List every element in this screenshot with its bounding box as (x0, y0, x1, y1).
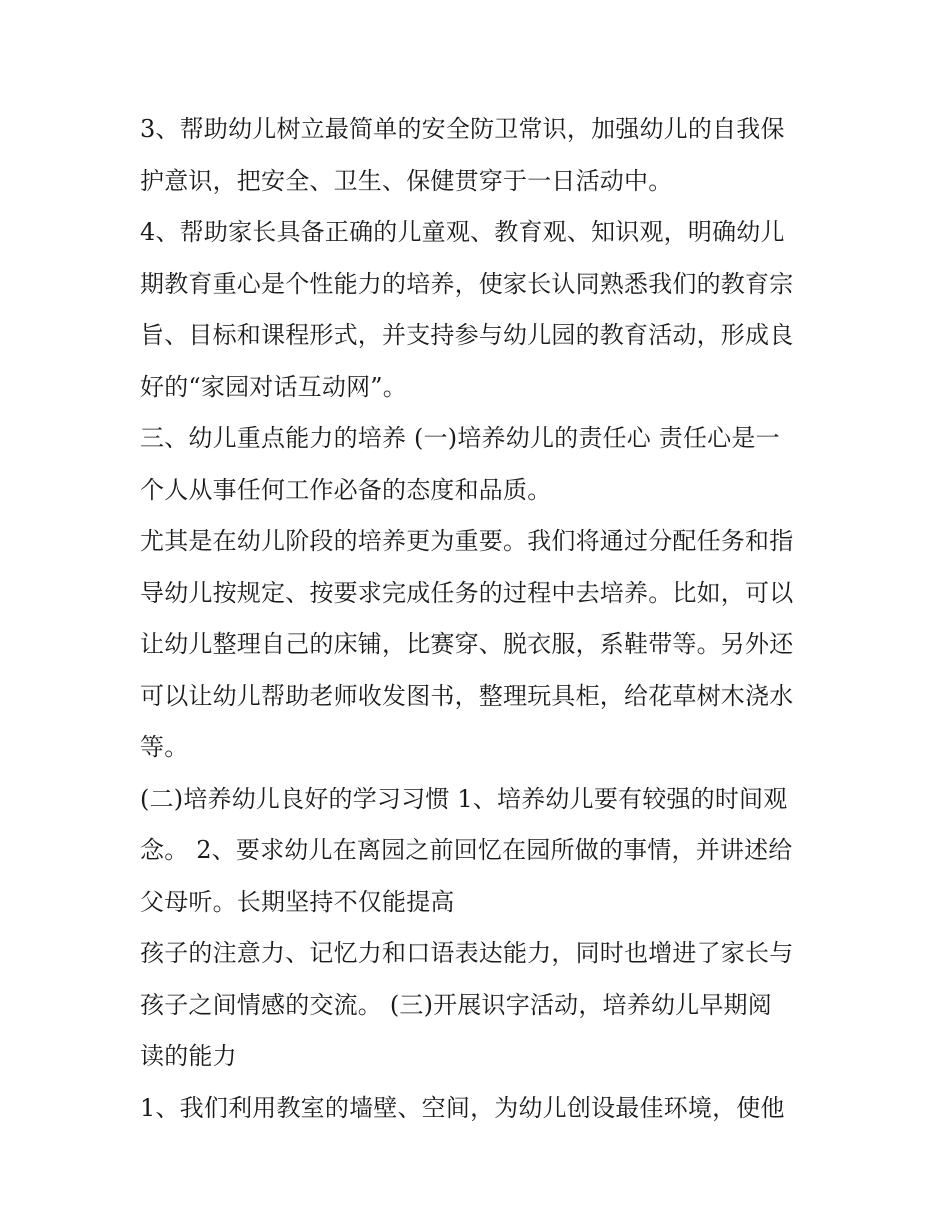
text-line: 旨、目标和课程形式，并支持参与幼儿园的教育活动，形成良 (140, 321, 794, 349)
text-line: 期教育重心是个性能力的培养，使家长认同熟悉我们的教育宗 (140, 269, 794, 298)
text-line: 念。 2、要求幼儿在离园之前回忆在园所做的事情，并讲述给 (140, 836, 793, 864)
text-line: 尤其是在幼儿阶段的培养更为重要。我们将通过分配任务和指 (140, 527, 794, 555)
text-line: 4、帮助家长具备正确的儿童观、教育观、知识观，明确幼儿 (140, 218, 785, 246)
text-line: (二)培养幼儿良好的学习习惯 1、培养幼儿要有较强的时间观 (140, 784, 788, 813)
text-line: 导幼儿按规定、按要求完成任务的过程中去培养。比如，可以 (140, 578, 794, 607)
text-line: 可以让幼儿帮助老师收发图书，整理玩具柜，给花草树木浇水 (140, 681, 794, 710)
text-line: 3、帮助幼儿树立最简单的安全防卫常识，加强幼儿的自我保 (140, 115, 785, 143)
text-line: 孩子之间情感的交流。 (三)开展识字活动，培养幼儿早期阅 (140, 990, 772, 1019)
text-line: 孩子的注意力、记忆力和口语表达能力，同时也增进了家长与 (140, 939, 794, 967)
text-line: 父母听。长期坚持不仅能提高 (140, 887, 455, 916)
text-line: 读的能力 (140, 1042, 237, 1070)
text-line: 三、幼儿重点能力的培养 (一)培养幼儿的责任心 责任心是一 (140, 424, 780, 452)
text-line: 1、我们利用教室的墙壁、空间，为幼儿创设最佳环境，使他 (140, 1093, 785, 1122)
text-line: 让幼儿整理自己的床铺，比赛穿、脱衣服，系鞋带等。另外还 (140, 630, 794, 658)
text-line: 护意识，把安全、卫生、保健贯穿于一日活动中。 (140, 166, 673, 195)
text-line: 个人从事任何工作必备的态度和品质。 (140, 475, 552, 504)
document-body (140, 104, 830, 1134)
text-line: 等。 (140, 733, 189, 761)
text-line: 好的“家园对话互动网”。 (140, 372, 407, 401)
